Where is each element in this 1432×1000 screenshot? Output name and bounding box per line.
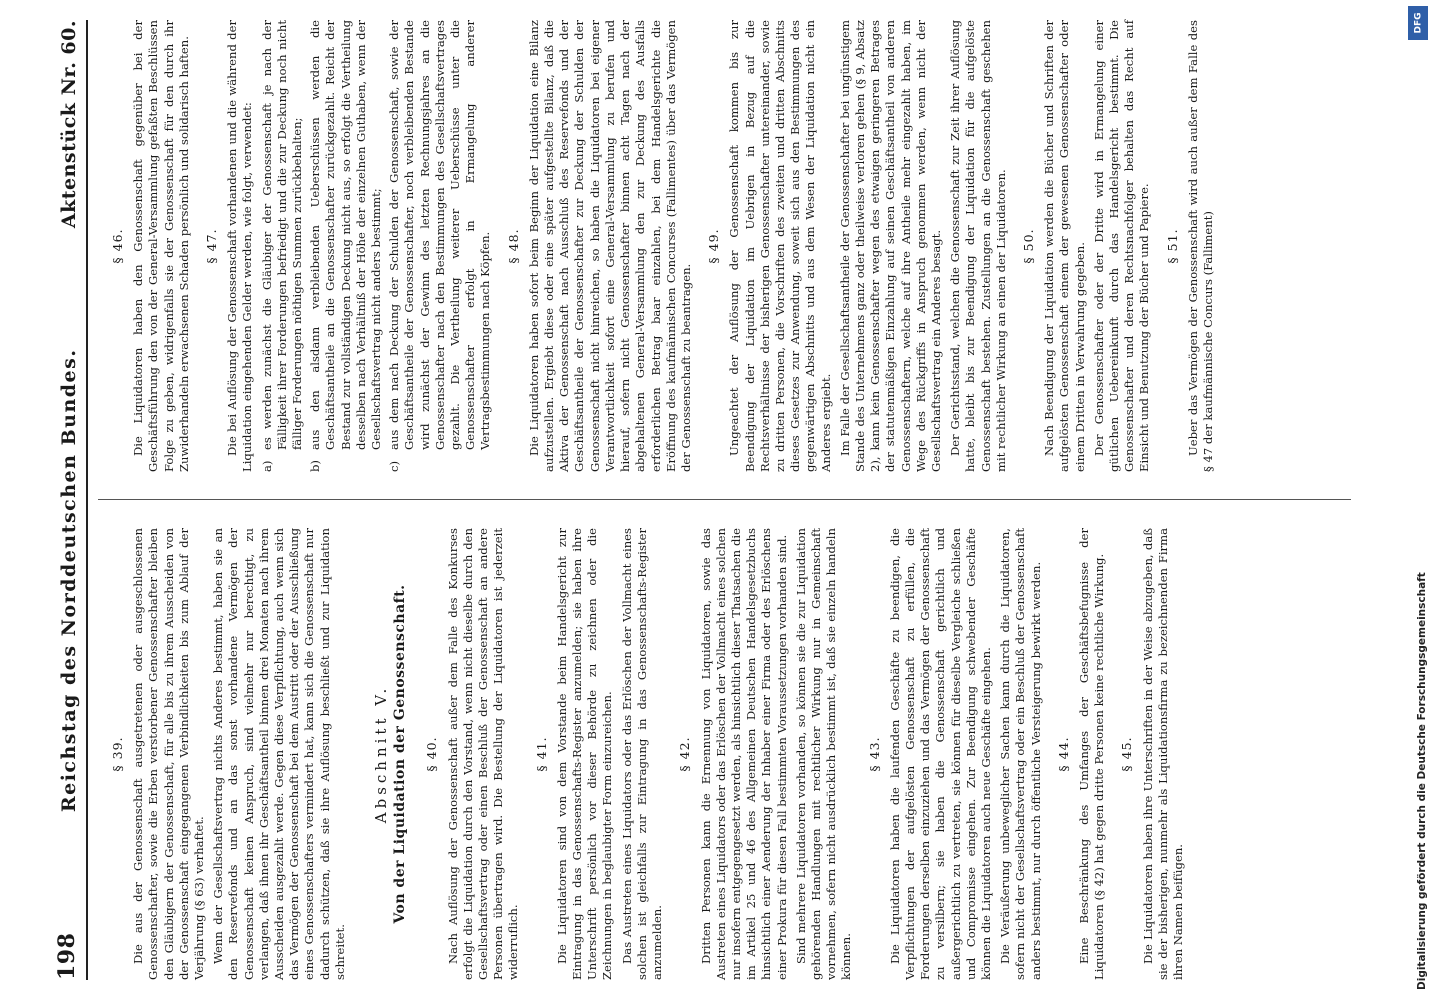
- dfg-logo: DFG: [1408, 6, 1428, 40]
- section-heading: § 43.: [866, 736, 882, 772]
- paragraph: Die Veräußerung unbeweglicher Sachen kann durch die Liquidatoren, sofern nicht der Gesellschaftsvertrag oder ein Beschluß der Genossenschaft anders bestimmt, nur durch öffentliche Versteigerung bewirkt werden.: [998, 528, 1043, 980]
- paragraph: Nach Beendigung der Liquidation werden die Bücher und Schriften der aufgelösten Genossenschaft einem der gewesenen Genossenschafter oder einem Dritten in Verwahrung gegeben.: [1042, 20, 1087, 472]
- list-item-label: b): [308, 460, 323, 472]
- paragraph: Ungeachtet der Auflösung der Genossenschaft kommen bis zur Beendigung der Liquidation im Uebrigen in Bezug auf die Rechtsverhältnisse der bisherigen Genossenschafter untereinander, sowie zu dritten Personen, die Vorschriften des zweiten und dritten Abschnitts dieses Gesetzes zur Anwendung, soweit sich aus den Bestimmungen des gegenwärtigen Abschnitts und aus dem Wesen der Liquidation nicht ein Anderes ergiebt.: [727, 20, 833, 472]
- column-divider: [98, 499, 1351, 500]
- section-heading: § 44.: [1055, 736, 1071, 772]
- paragraph: Sind mehrere Liquidatoren vorhanden, so können sie die zur Liquidation gehörenden Handlungen mit rechtlicher Wirkung nur in Gemeinschaft vornehmen, sofern nicht ausdrücklich bestimmt ist, daß sie einzeln handeln können.: [793, 528, 854, 980]
- left-column: [98, 528, 1371, 980]
- paragraph: Die aus der Genossenschaft ausgetretenen oder ausgeschlossenen Genossenschafter, sowie die Erben verstorbener Genossenschafter bleiben den Gläubigern der Genossenschaft, für alle bis zu ihrem Ausscheiden von der Genossenschaft eingegangenen Verbindlichkeiten bis zum Ablauf der Verjährung (§ 63) verhaftet.: [131, 528, 207, 980]
- document-page: [36, 20, 1371, 980]
- document-reference: Aktenstück Nr. 60.: [58, 20, 80, 229]
- header-rule: [86, 20, 88, 980]
- list-item: [260, 20, 306, 472]
- page-number: 198: [54, 932, 80, 980]
- section-heading: § 51.: [1164, 228, 1180, 264]
- section-heading: § 49.: [706, 228, 722, 264]
- paragraph: Dritten Personen kann die Ernennung von Liquidatoren, sowie das Austreten eines Liquidators oder das Erlöschen der Vollmacht eines solchen nur insofern entgegengesetzt werden, als hinsichtlich dieser Thatsachen die im Artikel 25 und 46 des Allgemeinen Deutschen Handelsgesetzbuchs hinsichtlich einer Aenderung der Inhaber einer Firma oder des Erlöschens einer Prokura für diesen Fall bestimmten Voraussetzungen vorhanden sind.: [698, 528, 789, 980]
- page-header: [36, 20, 80, 980]
- paragraph: Nach Auflösung der Genossenschaft außer dem Falle des Konkurses erfolgt die Liquidation durch den Vorstand, wenn nicht dieselbe durch den Gesellschaftsvertrag oder einen Beschluß der Genossenschaft an andere Personen übertragen wird. Die Bestellung der Liquidatoren ist jederzeit widerruflich.: [445, 528, 521, 980]
- paragraph: Ueber das Vermögen der Genossenschaft wird auch außer dem Falle des § 47 der kaufmännische Concurs (Falliment): [1185, 20, 1215, 472]
- section-heading: § 41.: [533, 736, 549, 772]
- paragraph: Die Liquidatoren haben ihre Unterschriften in der Weise abzugeben, daß sie der bisherigen, nunmehr als Liquidationsfirma zu bezeichnenden Firma ihren Namen beifügen.: [1140, 528, 1185, 980]
- paragraph: Der Gerichtsstand, welchen die Genossenschaft zur Zeit ihrer Auflösung hatte, bleibt bis zur Beendigung der Liquidation für die aufgelöste Genossenschaft bestehen. Zustellungen an die Genossenschaft geschehen mit rechtlicher Wirkung an einen der Liquidatoren.: [948, 20, 1008, 472]
- digitization-credit: Digitalisierung gefördert durch die Deutsche Forschungsgemeinschaft: [1416, 572, 1428, 990]
- list-item-text: es werden zunächst die Gläubiger der Genossenschaft je nach der Fälligkeit ihrer Forderungen befriedigt und die zur Deckung noch nicht fälliger Forderungen nöthigen Summen zurückbehalten;: [259, 20, 305, 450]
- section-heading: § 45.: [1119, 736, 1135, 772]
- chapter-title: Von der Liquidation der Genossenschaft.: [392, 584, 409, 924]
- list-item: [308, 20, 384, 472]
- section-heading: § 39.: [110, 736, 125, 772]
- paragraph: Die Liquidatoren sind von dem Vorstande beim Handelsgericht zur Eintragung in das Genossenschafts-Register anzumelden; sie haben ihre Unterschrift persönlich vor dieser Behörde zu zeichnen oder die Zeichnungen in beglaubigter Form einzureichen.: [554, 528, 615, 980]
- list-item-text: aus dem nach Deckung der Schulden der Genossenschaft, sowie der Geschäftsantheile der Genossenschafter, noch verbleibenden Bestande wird zunächst der Gewinn des letzten Rechnungsjahres an die Genossenschafter nach den Bestimmungen des Gesellschaftsvertrages gezahlt. Die Vertheilung weiterer Ueberschüsse unter die Genossenschafter erfolgt in Ermangelung anderer Vertragsbestimmungen nach Köpfen.: [387, 20, 493, 450]
- paragraph: Die Liquidatoren haben die laufenden Geschäfte zu beendigen, die Verpflichtungen der aufgelösten Genossenschaft zu erfüllen, die Forderungen derselben einzuziehen und das Vermögen der Genossenschaft zu versilbern; sie haben die Genossenschaft gerichtlich und außergerichtlich zu vertreten, sie können für dieselbe Vergleiche schließen und Compromisse eingehen. Zur Beendigung schwebender Geschäfte können die Liquidatoren auch neue Geschäfte eingehen.: [887, 528, 993, 980]
- paragraph: Die Liquidatoren haben den Genossenschaft gegenüber bei der Geschäftsführung den von der General-Versammlung gefaßten Beschlüssen Folge zu geben, widrigenfalls sie der Genossenschaft für den durch ihr Zuwiderhandeln erwachsenen Schaden persönlich und solidarisch haften.: [131, 20, 191, 472]
- section-heading: § 48.: [505, 228, 521, 264]
- paragraph: Eine Beschränkung des Umfanges der Geschäftsbefugnisse der Liquidatoren (§ 42) hat gegen dritte Personen keine rechtliche Wirkung.: [1076, 528, 1107, 980]
- paragraph: Die Liquidatoren haben sofort beim Beginn der Liquidation eine Bilanz aufzustellen. Ergiebt diese oder eine später aufgestellte Bilanz, daß die Aktiva der Genossenschaft nach Ausschluß des Reservefonds und der Geschäftsantheile der Genossenschafter zur Deckung der Schulden der Genossenschaft nicht hinreichen, so haben die Liquidatoren bei eigener Verantwortlichkeit sofort eine General-Versammlung zu berufen und hierauf, sofern nicht Genossenschafter binnen acht Tagen nach der abgehaltenen General-Versammlung den zur Deckung des Ausfalls erforderlichen Betrag baar einzahlen, bei dem Handelsgerichte die Eröffnung des kaufmännischen Concurses (Fallimentes) über das Vermögen der Genossenschaft zu beantragen.: [526, 20, 693, 472]
- paragraph: Der Genossenschafter oder der Dritte wird in Ermangelung einer gütlichen Uebereinkunft durch das Handelsgericht bestimmt. Die Genossenschafter und deren Rechtsnachfolger behalten das Recht auf Einsicht und Benutzung der Bücher und Papiere.: [1091, 20, 1152, 472]
- list-item-label: a): [259, 460, 274, 472]
- page-title: Reichstag des Norddeutschen Bundes.: [58, 348, 80, 813]
- paragraph: Wenn der Gesellschaftsvertrag nichts Anderes bestimmt, haben sie an den Reservefonds und an das sonst vorhandene Vermögen der Genossenschaft keinen Anspruch, sind vielmehr nur berechtigt, zu verlangen, daß ihnen ihr Geschäftsantheil binnen drei Monaten nach ihrem Ausscheiden ausgezahlt werde. Gegen diese Verpflichtung, auch wenn sich das Vermögen der Genossenschaft bei dem Austritt oder der Ausschließung eines Genossenschafters vermindert hat, kann sich die Genossenschaft nur dadurch schützen, daß sie ihre Auflösung beschließt und zur Liquidation schreitet.: [211, 528, 347, 980]
- section-heading: § 50.: [1020, 228, 1036, 264]
- list-item: [387, 20, 493, 472]
- paragraph: Das Austreten eines Liquidators oder das Erlöschen der Vollmacht eines solchen ist gleichfalls zur Eintragung in das Genossenschafts-Register anzumelden.: [619, 528, 665, 980]
- list-item-text: aus den alsdann verbleibenden Ueberschüssen werden die Geschäftsantheile an die Genossenschafter zurückgezahlt. Reicht der Bestand zur vollständigen Deckung nicht aus, so erfolgt die Vertheilung desselben nach Verhältniß der Höhe der einzelnen Guthaben, wenn der Gesellschaftsvertrag nicht anders bestimmt;: [308, 20, 384, 450]
- right-column: [98, 20, 1371, 472]
- chapter-heading: Abschnitt V.: [372, 684, 391, 824]
- section-heading: § 47.: [204, 228, 220, 264]
- section-heading: § 42.: [677, 736, 693, 772]
- section-heading: § 46.: [110, 228, 125, 264]
- list-item-label: c): [387, 460, 402, 472]
- paragraph: Im Falle der Gesellschaftsantheile der Genossenschafter bei ungünstigem Stande des Unternehmens ganz oder theilweise verloren gehen (§ 9, Absatz 2), kann kein Genossenschafter wegen des etwaigen geringeren Betrages der statutenmäßigen Einzahlung auf seinen Geschäftsantheil von anderen Genossenschaftern, welche auf ihre Antheile mehr eingezahlt haben, im Wege des Rückgriffs in Anspruch genommen werden, wenn nicht der Gesellschaftsvertrag ein Anderes besagt.: [837, 20, 943, 472]
- section-heading: § 40.: [424, 736, 440, 772]
- paragraph: Die bei Auflösung der Genossenschaft vorhandenen und die während der Liquidation eingehenden Gelder werden, wie folgt, verwendet:: [225, 20, 255, 472]
